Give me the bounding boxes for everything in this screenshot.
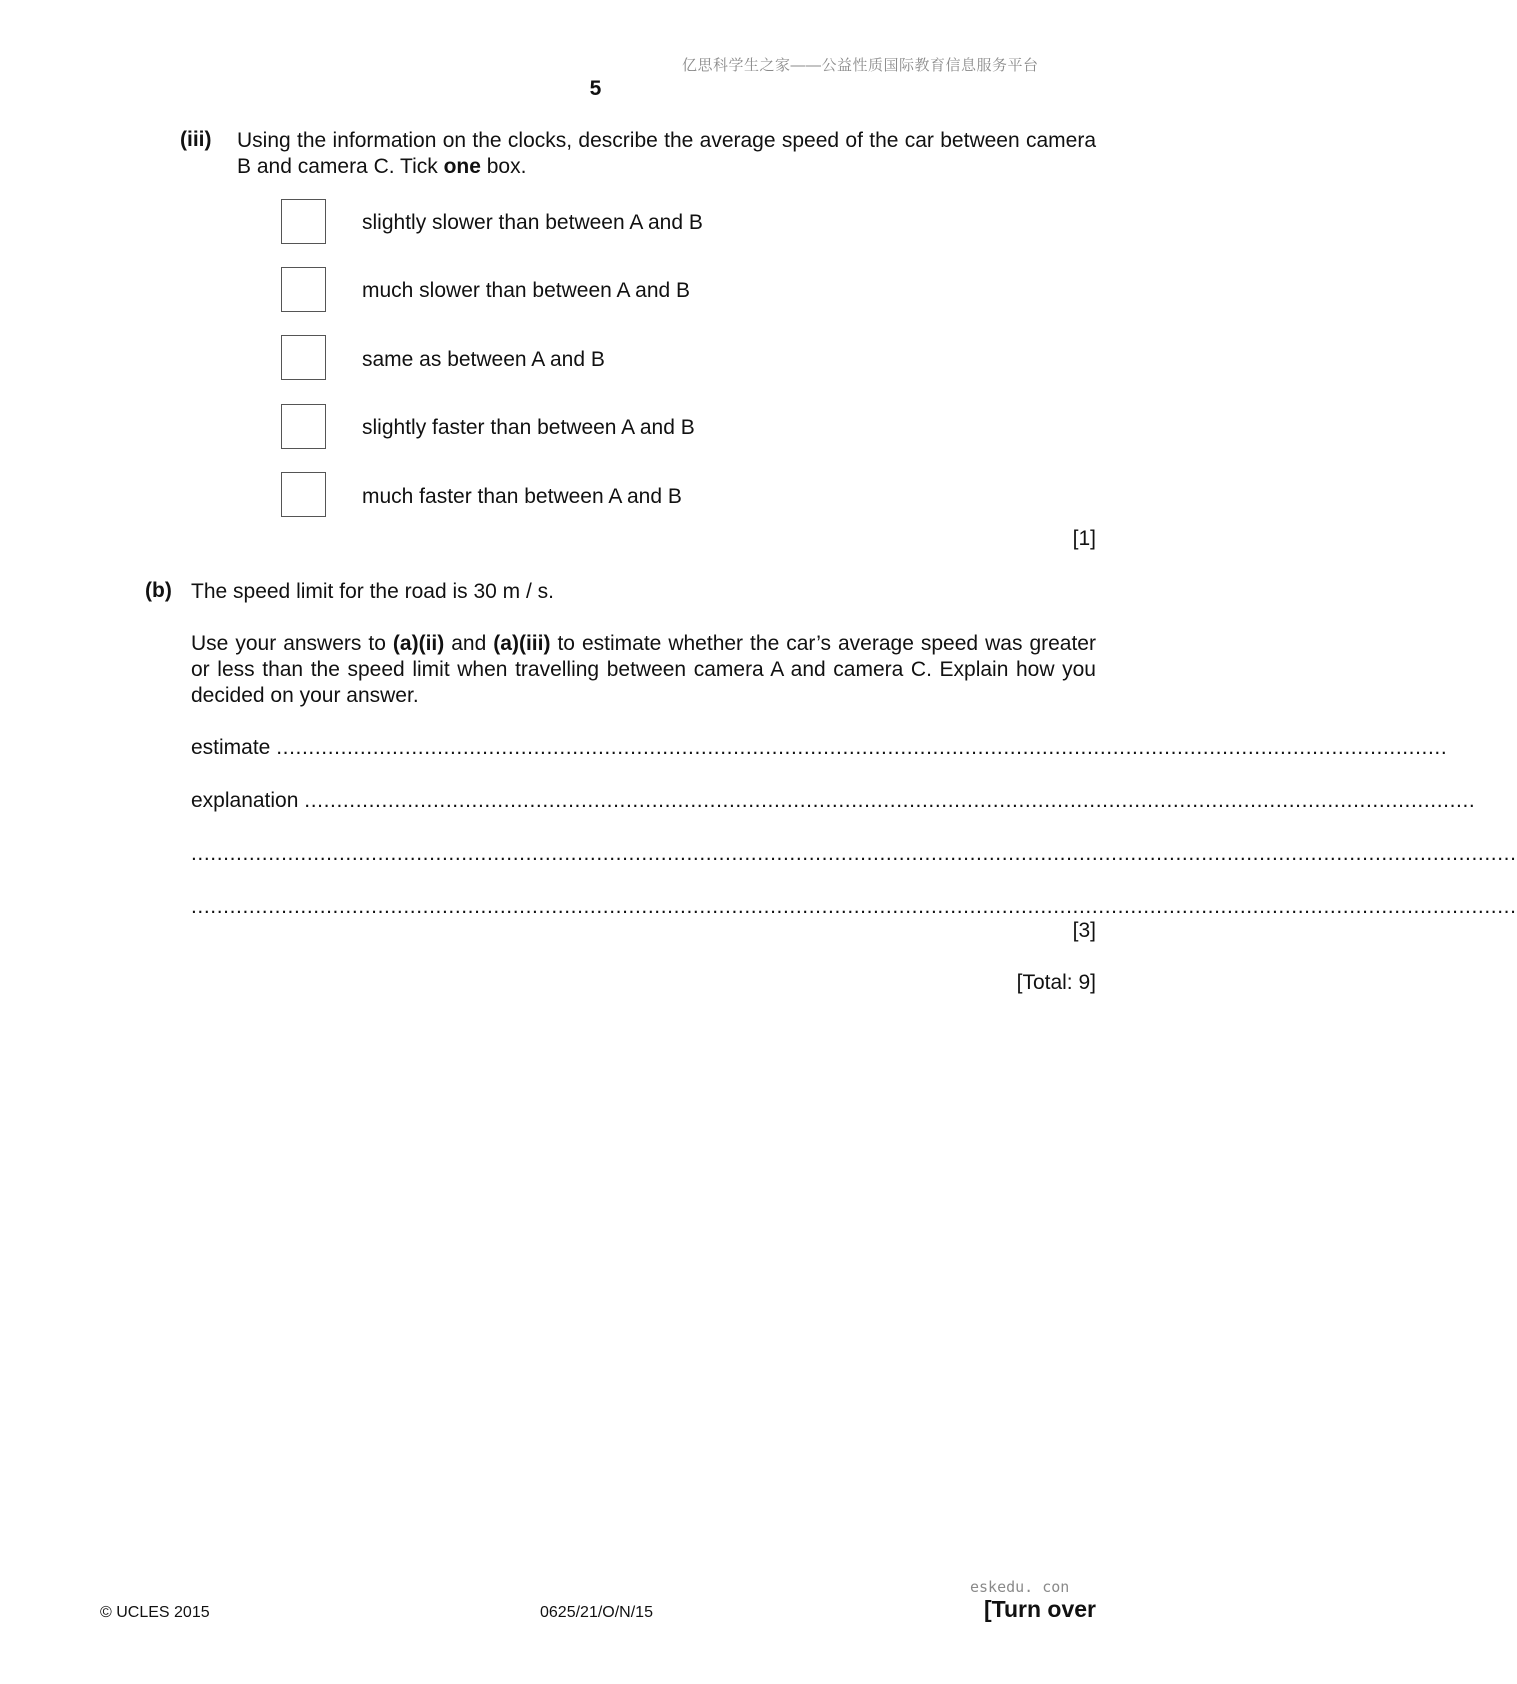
option-label-4: slightly faster than between A and B [362, 416, 695, 439]
part-b-instruction [191, 631, 1096, 709]
tick-box-option-2[interactable] [281, 267, 326, 312]
instruction-text-1: Use your answers to [191, 632, 393, 655]
tick-box-option-4[interactable] [281, 404, 326, 449]
reference-a-ii: (a)(ii) [392, 632, 445, 655]
marks-iii: [1] [1072, 527, 1096, 550]
tick-box-option-1[interactable] [281, 199, 326, 244]
instruction-text-2: and [444, 632, 494, 655]
answer-dots: ...................................................................................................................................................................................... [276, 736, 1448, 759]
total-marks: [Total: 9] [1016, 971, 1096, 994]
site-watermark: eskedu. con [970, 1578, 1070, 1596]
tick-box-option-5[interactable] [281, 472, 326, 517]
paper-code: 0625/21/O/N/15 [540, 1604, 653, 1621]
explanation-answer-line-2[interactable] [191, 842, 1517, 866]
option-label-5: much faster than between A and B [362, 485, 682, 508]
question-prompt-iii [237, 128, 1096, 180]
copyright: © UCLES 2015 [100, 1604, 210, 1621]
prompt-emphasis: one [443, 155, 481, 178]
explanation-answer-line-3[interactable] [191, 895, 1517, 919]
reference-a-iii: (a)(iii) [493, 632, 551, 655]
option-label-1: slightly slower than between A and B [362, 211, 703, 234]
tick-box-option-3[interactable] [281, 335, 326, 380]
instruction-text-3: to estimate whether the car’s average speed was greater or less than the speed limit when travelling between camera A and camera C. Explain how you decided on your answer. [191, 632, 1096, 707]
speed-limit-statement: The speed limit for the road is 30 m / s. [191, 580, 554, 603]
option-label-3: same as between A and B [362, 348, 605, 371]
question-label-b: (b) [145, 579, 172, 602]
page-number: 5 [589, 77, 602, 100]
prompt-text-end: box. [480, 155, 527, 178]
question-label-iii: (iii) [180, 128, 212, 151]
marks-b: [3] [1072, 919, 1096, 942]
estimate-label: estimate [191, 736, 271, 759]
prompt-text: Using the information on the clocks, describe the average speed of the car between camera B and camera C. Tick [237, 129, 1096, 178]
estimate-answer-line[interactable] [191, 736, 1448, 760]
answer-dots: ...................................................................................................................................................................................... [304, 789, 1476, 812]
answer-dots: .............................................................................................................................................................................................................. [191, 842, 1517, 865]
answer-dots: .............................................................................................................................................................................................................. [191, 895, 1517, 918]
turn-over: [Turn over [983, 1596, 1096, 1622]
explanation-label: explanation [191, 789, 299, 812]
header-watermark: 亿思科学生之家——公益性质国际教育信息服务平台 [682, 57, 1039, 74]
option-label-2: much slower than between A and B [362, 279, 691, 302]
explanation-answer-line[interactable] [191, 789, 1476, 813]
